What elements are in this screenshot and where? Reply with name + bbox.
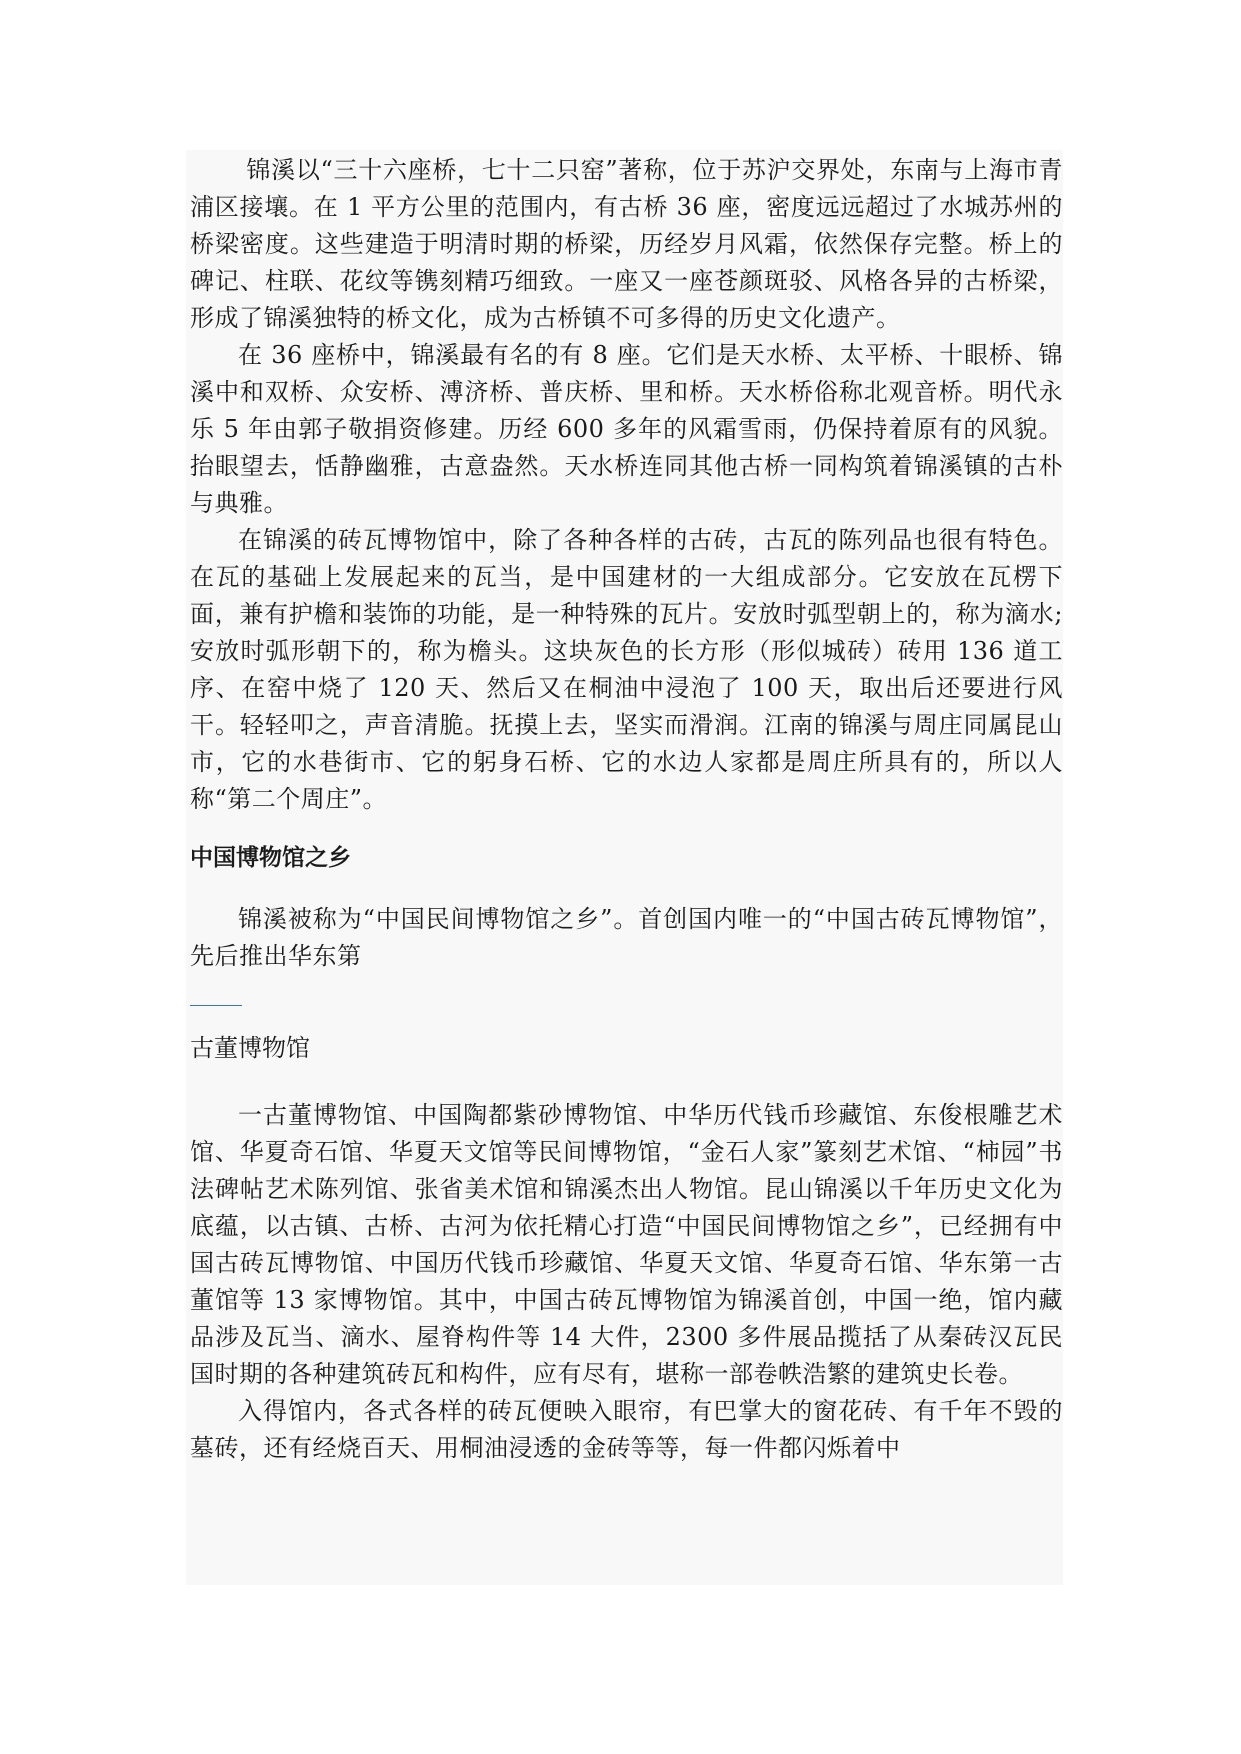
paragraph-museum-intro: 锦溪被称为“中国民间博物馆之乡”。首创国内唯一的“中国古砖瓦博物馆”，先后推出华东第 (190, 905, 1063, 970)
paragraph-museum-list: 一古董博物馆、中国陶都紫砂博物馆、中华历代钱币珍藏馆、东俊根雕艺术馆、华夏奇石馆、华夏天文馆等民间博物馆，“金石人家”篆刻艺术馆、“柿园”书法碑帖艺术陈列馆、张省美术馆和锦溪杰出人物馆。昆山锦溪以千年历史文化为底蕴，以古镇、古桥、古河为依托精心打造“中国民间博物馆之乡”，已经拥有中国古砖瓦博物馆、中国历代钱币珍藏馆、华夏天文馆、华夏奇石馆、华东第一古董馆等 13 家博物馆。其中，中国古砖瓦博物馆为锦溪首创，中国一绝，馆内藏品涉及瓦当、滴水、屋脊构件等 14 大件，2300 多件展品揽括了从秦砖汉瓦民国时期的各种建筑砖瓦和构件，应有尽有，堪称一部卷帙浩繁的建筑史长卷。 (190, 1101, 1063, 1388)
paragraph-brick-museum: 在锦溪的砖瓦博物馆中，除了各种各样的古砖，古瓦的陈列品也很有特色。在瓦的基础上发展起来的瓦当，是中国建材的一大组成部分。它安放在瓦楞下面，兼有护檐和装饰的功能，是一种特殊的瓦片。安放时弧型朝上的，称为滴水; 安放时弧形朝下的，称为檐头。这块灰色的长方形（形似城砖）砖用 136 道工序、在窑中烧了 120 天、然后又在桐油中浸泡了 100 天，取出后还要进行风干。轻轻叩之，声音清脆。抚摸上去，坚实而滑润。江南的锦溪与周庄同属昆山市，它的水巷街市、它的躬身石桥、它的水边人家都是周庄所具有的，所以人称“第二个周庄”。 (190, 526, 1063, 813)
paragraph-bridges-intro: 锦溪以“三十六座桥，七十二只窑”著称，位于苏沪交界处，东南与上海市青浦区接壤。在 1 平方公里的范围内，有古桥 36 座，密度远远超过了水城苏州的桥梁密度。这些建造于明清时期的桥梁，历经岁月风霜，依然保存完整。桥上的碑记、柱联、花纹等镌刻精巧细致。一座又一座苍颜斑驳、风格各异的古桥梁，形成了锦溪独特的桥文化，成为古桥镇不可多得的历史文化遗产。 (190, 156, 1063, 332)
article-body (186, 150, 1063, 1585)
paragraph-famous-bridges: 在 36 座桥中，锦溪最有名的有 8 座。它们是天水桥、太平桥、十眼桥、锦溪中和双桥、众安桥、溥济桥、普庆桥、里和桥。天水桥俗称北观音桥。明代永乐 5 年由郭子敬捐资修建。历经 600 多年的风霜雪雨，仍保持着原有的风貌。抬眼望去，恬静幽雅，古意盎然。天水桥连同其他古桥一同构筑着锦溪镇的古朴与典雅。 (190, 341, 1063, 517)
subtitle-antique-museum: 古董博物馆 (190, 1034, 310, 1062)
paragraph-museum-interior: 入得馆内，各式各样的砖瓦便映入眼帘，有巴掌大的窗花砖、有千年不毁的墓砖，还有经烧百天、用桐油浸透的金砖等等，每一件都闪烁着中 (190, 1397, 1063, 1462)
section-divider (190, 1005, 242, 1006)
section-heading: 中国博物馆之乡 (190, 845, 351, 871)
